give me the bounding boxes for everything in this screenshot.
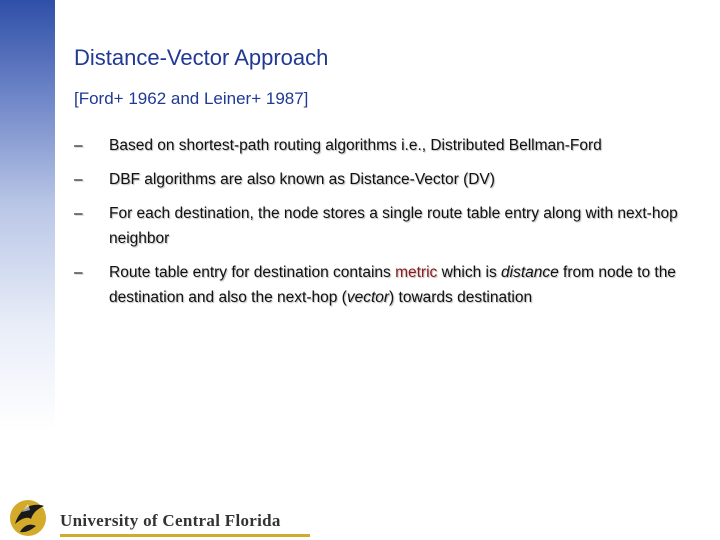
bullet-text-segment: which is [437, 264, 502, 281]
bullet-item [74, 167, 704, 192]
bullet-item [74, 260, 704, 310]
bullet-dash: – [74, 171, 83, 188]
bullet-text-segment: ) towards destination [389, 289, 533, 306]
vector-term: vector [346, 289, 390, 306]
distance-term: distance [501, 264, 559, 281]
bullet-dash: – [74, 205, 83, 222]
bullet-text-segment: Route table entry for destination contains [109, 264, 396, 281]
pegasus-logo-icon [6, 494, 50, 540]
slide-subtitle: [Ford+ 1962 and Leiner+ 1987] [74, 89, 309, 108]
logo-underline [60, 534, 310, 537]
bullet-list [74, 133, 704, 319]
bullet-text: For each destination, the node stores a single route table entry along with next-hop neighbor [109, 205, 678, 247]
bullet-text-segment: from node to the destination and also the next-hop ( [109, 264, 676, 306]
metric-term: metric [395, 264, 438, 281]
left-gradient-band [0, 0, 55, 540]
bullet-item [74, 201, 704, 251]
bullet-text: DBF algorithms are also known as Distance-Vector (DV) [109, 171, 495, 188]
slide-title: Distance-Vector Approach [74, 45, 329, 70]
bullet-item [74, 133, 704, 158]
bullet-dash: – [74, 137, 83, 154]
logo-wordmark: University of Central Florida [60, 511, 281, 530]
bullet-text: Based on shortest-path routing algorithms i.e., Distributed Bellman-Ford [109, 137, 602, 154]
bullet-dash: – [74, 264, 83, 281]
ucf-logo [6, 494, 316, 540]
